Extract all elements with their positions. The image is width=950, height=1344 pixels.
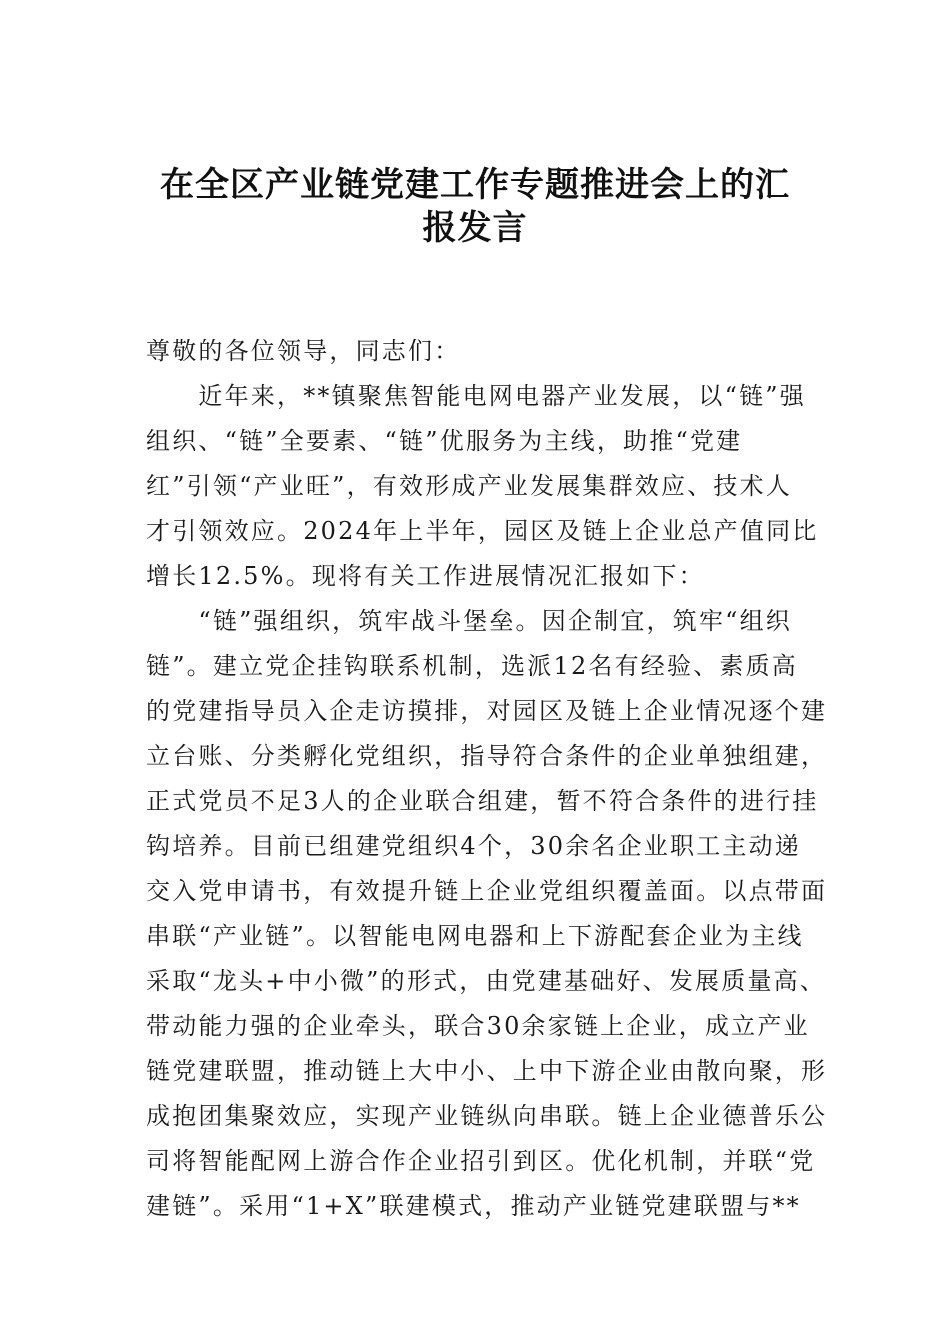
body-text-line: 采取“龙头+中小微”的形式，由党建基础好、发展质量高、 <box>146 967 827 995</box>
body-text-line: 串联“产业链”。以智能电网电器和上下游配套企业为主线 <box>146 922 804 950</box>
body-text-line: 立台账、分类孵化党组织，指导符合条件的企业单独组建， <box>146 742 828 770</box>
body-text-line: 建链”。采用“1+X”联建模式，推动产业链党建联盟与** <box>146 1192 801 1220</box>
body-text-line: 交入党申请书，有效提升链上企业党组织覆盖面。以点带面 <box>146 877 828 905</box>
document-title-line-2: 报发言 <box>422 208 528 248</box>
document-title-line-1: 在全区产业链党建工作专题推进会上的汇 <box>160 165 790 205</box>
body-text-line: 红”引领“产业旺”，有效形成产业发展集群效应、技术人 <box>146 472 793 500</box>
salutation-line: 尊敬的各位领导，同志们： <box>146 337 461 365</box>
body-text-line: 钩培养。目前已组建党组织4个，30余名企业职工主动递 <box>146 832 802 860</box>
body-text-line: 才引领效应。2024年上半年，园区及链上企业总产值同比 <box>146 517 819 545</box>
body-text-line: 司将智能配网上游合作企业招引到区。优化机制，并联“党 <box>146 1147 816 1175</box>
body-text-line: 成抱团集聚效应，实现产业链纵向串联。链上企业德普乐公 <box>146 1102 828 1130</box>
body-text-line: 链”。建立党企挂钩联系机制，选派12名有经验、素质高 <box>146 652 799 680</box>
body-text-line: 组织、“链”全要素、“链”优服务为主线，助推“党建 <box>146 427 743 455</box>
body-text-line: “链”强组织，筑牢战斗堡垒。因企制宜，筑牢“组织 <box>146 607 793 635</box>
body-text-line: 正式党员不足3人的企业联合组建，暂不符合条件的进行挂 <box>146 787 819 815</box>
body-text-line: 近年来，**镇聚焦智能电网电器产业发展，以“链”强 <box>146 382 806 410</box>
body-text-line: 增长12.5%。现将有关工作进展情况汇报如下： <box>146 562 705 590</box>
body-text-line: 链党建联盟，推动链上大中小、上中下游企业由散向聚，形 <box>146 1057 828 1085</box>
body-text-line: 带动能力强的企业牵头，联合30余家链上企业，成立产业 <box>146 1012 810 1040</box>
body-text-line: 的党建指导员入企走访摸排，对园区及链上企业情况逐个建 <box>146 697 828 725</box>
